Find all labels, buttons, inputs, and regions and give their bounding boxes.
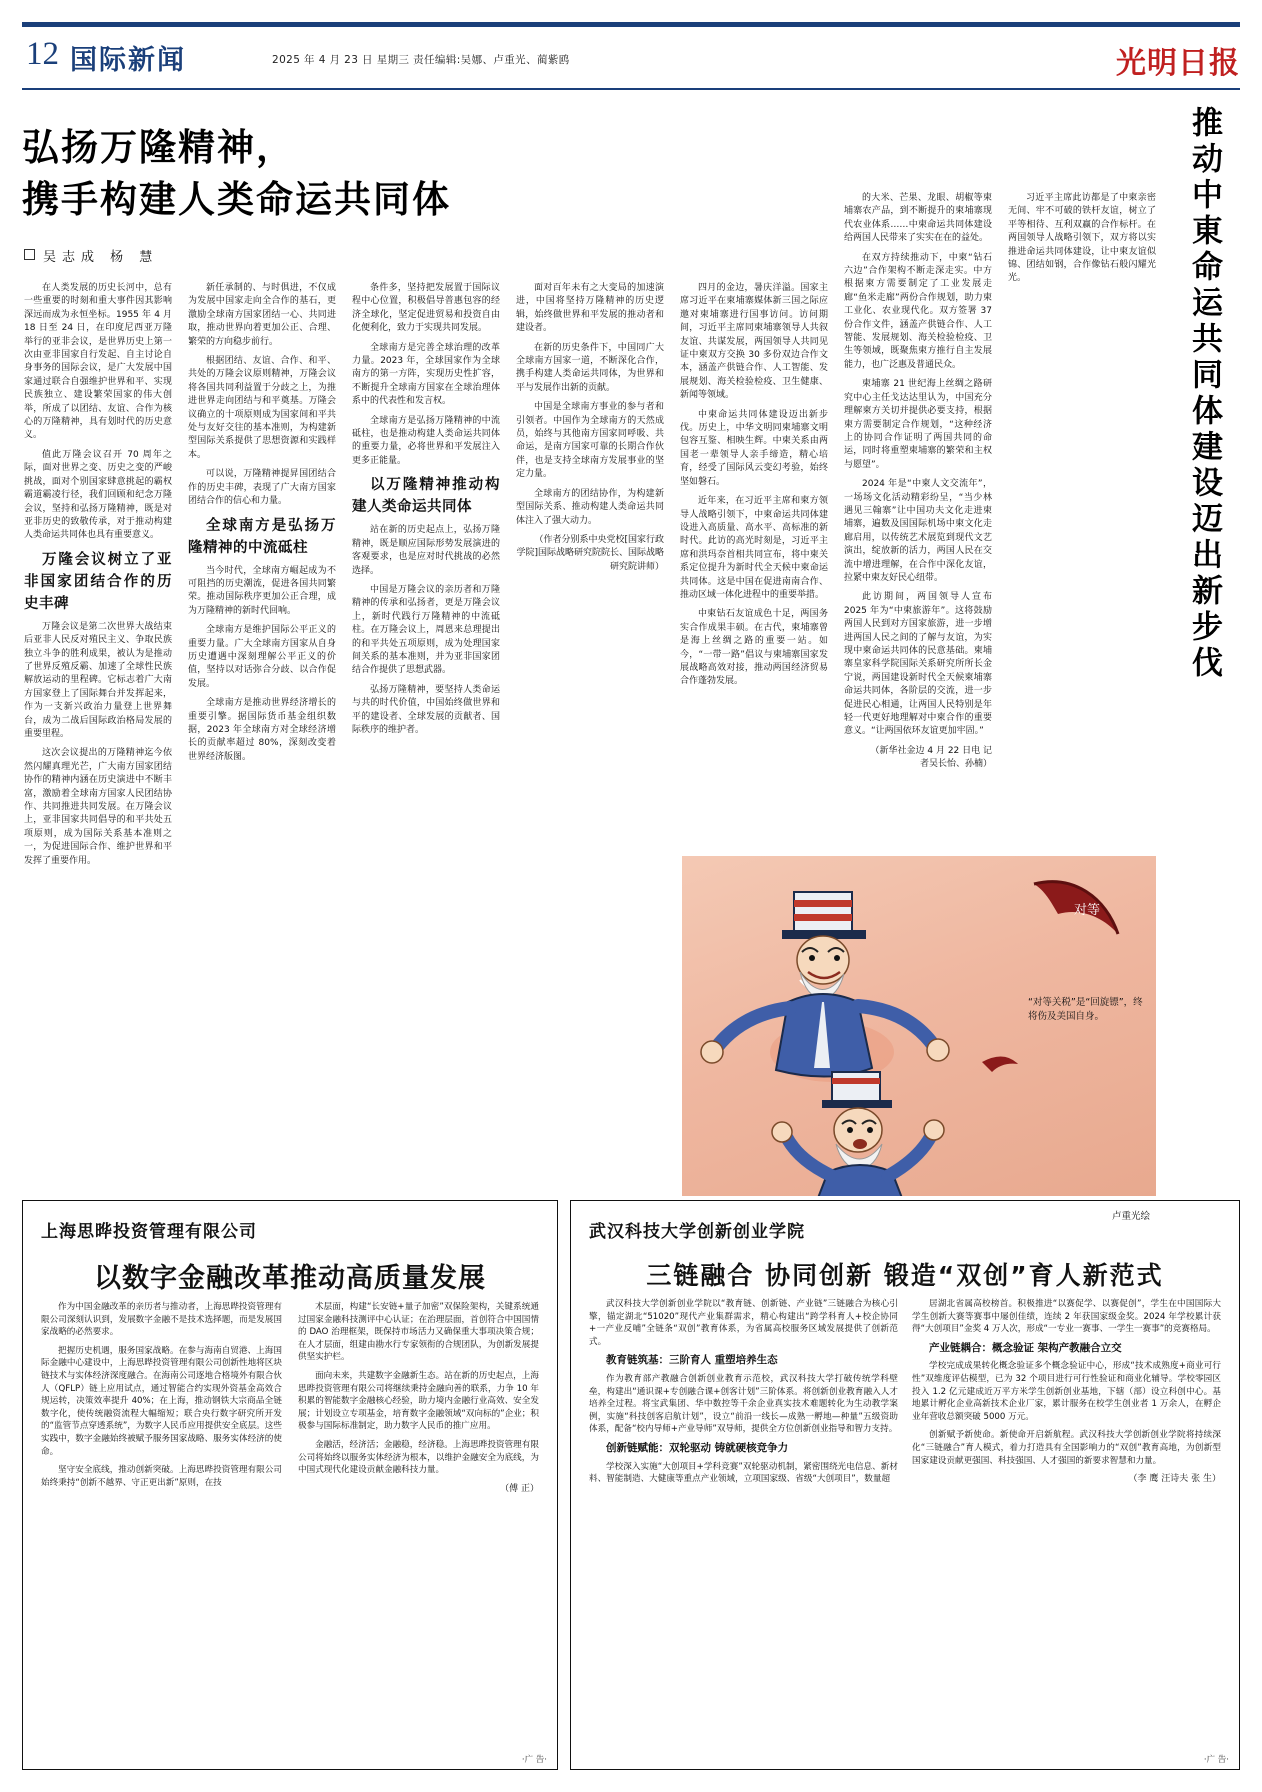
advertisement-area	[22, 1200, 1240, 1770]
paragraph: 全球南方是完善全球治理的改革力量。2023 年，全球国家作为全球南方的第一方阵，实现历史性扩容，不断提升全球南方国家在全球治理体系中的代表性和发言权。	[352, 342, 500, 407]
bullet-square-icon	[24, 249, 35, 260]
ad-organization: 上海思晔投资管理有限公司	[41, 1222, 257, 1242]
article-column-1	[24, 282, 172, 874]
ad-column-right	[298, 1301, 539, 1501]
uncle-sam-figure-bottom	[772, 1072, 944, 1196]
newspaper-logo	[1064, 38, 1240, 81]
paragraph: 创新赋予新使命。新使命开启新航程。武汉科技大学创新创业学院将持续深化“三链融合”育人模式，着力打造具有全国影响力的“双创”教育高地，为创新型国家建设贡献更强国、科技强国、人才强国的新要求智慧和力量。	[912, 1430, 1221, 1466]
paragraph: 站在新的历史起点上，弘扬万隆精神，既是顺应国际形势发展演进的客观要求，也是应对时代挑战的必然选择。	[352, 525, 500, 576]
paragraph: 当今时代，全球南方崛起成为不可阻挡的历史潮流，促进各国共同繁荣。推动国际秩序更加公正合理，成为万隆精神的新时代回响。	[188, 565, 336, 616]
section-title: 国际新闻	[70, 45, 186, 76]
masthead-rule	[22, 88, 1240, 90]
ad-subheading: 创新链赋能：双轮驱动 铸就硬核竞争力	[606, 1441, 789, 1454]
ad-title: 三链融合 协同创新 锻造“双创”育人新范式	[646, 1261, 1164, 1290]
article-column-6	[844, 192, 992, 778]
advertisement-1	[22, 1200, 558, 1770]
paragraph: 近年来，在习近平主席和柬方领导人战略引领下，中柬命运共同体建设进入高质量、高水平、高标准的新时代。此访的高光时刻是，习近平主席和洪玛奈首相共同宣布，将中柬关系定位提升为新时代全天候中柬命运共同体。这是中国在促进南南合作、推动区域一体化进程中的重要举措。	[680, 496, 828, 600]
subheading: 全球南方是弘扬万隆精神的中流砥柱	[188, 517, 336, 556]
ad-footer-label: ·广 告·	[521, 1755, 547, 1765]
paragraph: 值此万隆会议召开 70 周年之际，面对世界之变、历史之变的严峻挑战，面对个别国家肆意挑起的霸权霸道霸凌行径，我们回顾和纪念万隆会议，坚持和弘扬万隆精神，既是对亚非历史的致敬传承，对于推动构建人类命运共同体也具有重要意义。	[24, 449, 172, 541]
svg-text:对等: 对等	[1074, 903, 1101, 918]
headline-line-1: 弘扬万隆精神，	[22, 126, 295, 169]
article-column-3	[352, 282, 500, 743]
paragraph: 全球南方是弘扬万隆精神的中流砥柱，也是推动构建人类命运共同体的重要力量，必将世界和平发展注入更多正能量。	[352, 415, 500, 466]
byline	[24, 246, 158, 265]
headline-line-2: 携手构建人类命运共同体	[22, 178, 451, 221]
paragraph: 在人类发展的历史长河中，总有一些重要的时刻和重大事件因其影响深远而成为永恒坐标。1955 年 4 月 18 日至 24 日，在印度尼西亚万隆举行的亚非会议，是世界历史上第一次由亚非国家自行发起、自主讨论自身事务的国际会议，是广大发展中国家通过联合自强维护世界和平、实现民族独立、建设繁荣国家的伟大创举，所成了以团结、友谊、合作为核心的万隆精神，具有划时代的历史意义。	[24, 283, 172, 441]
paragraph: 四月的金边，暑庆洋溢。国家主席习近平在柬埔寨媒体新三国之际应邀对柬埔寨进行国事访问。访问期间，习近平主席同柬埔寨领导人共叙友谊、共谋发展，两国领导人共同见证中柬双方交换 30 多份双边合作文本，涵盖产供链合作、人工智能、发展规划、海关检验检疫、卫生健康、新闻等领域。	[680, 283, 828, 401]
page-title	[22, 122, 522, 226]
paragraph: 面向未来，共建数字金融新生态。站在新的历史起点，上海思晔投资管理有限公司将继续秉持金融向善的联系，力争 10 年积累的智能数字金融核心经验，助力境内金融行业高效、安全发展；计划设立专项基金，培育数字金融领域“双向标的”企业；积极参与国际标准制定，助力数字人民币的推广应用。	[298, 1370, 539, 1432]
advertisement-2	[570, 1200, 1240, 1770]
cartoon-credit: 卢重光绘	[1111, 1211, 1150, 1222]
cartoon-illustration	[682, 856, 1156, 1196]
byline-text: 吴志成 杨 慧	[43, 250, 159, 265]
paragraph: 柬埔寨 21 世纪海上丝绸之路研究中心主任戈达达里认为，中国充分理解柬方关切并提供必要支持，根据柬方需要制定合作规划，“这种经济上的协同合作证明了两国共同的命运，同时将重塑柬埔寨的繁荣和主权与愿望”。	[844, 379, 992, 470]
ad-column-2	[912, 1298, 1221, 1492]
ad-subheading: 产业链耦合：概念验证 架构产教融合立交	[929, 1341, 1122, 1354]
uncle-sam-figure-top	[701, 892, 949, 1082]
paragraph: 武汉科技大学创新创业学院以“教育链、创新链、产业链”三链融合为核心引擎，锚定湖北“51020”现代产业集群需求，精心构建出“跨学科育人+校企协同+一产业反哺”全链条“双创”教育体系，为省属高校服务区域发展提供了创新范式。	[589, 1299, 898, 1347]
paragraph: 2024 年是“中柬人文交流年”，一场场文化活动精彩纷呈，“当少林遇见三翰寨”让中国功夫文化走进柬埔寨，遍数及国国际机场中柬文化走廊启用，以传统艺术展览到现代文艺演出，绽放新的活力，两国人民在交流中增进理解，在合作中深化友谊，拉紧中柬友好民心纽带。	[844, 479, 992, 583]
editorial-cartoon	[682, 856, 1156, 1236]
paragraph: 中柬钻石友谊成色十足，两国务实合作成果丰硕。在古代，柬埔寨曾是海上丝绸之路的重要一站。如今，“一带一路”倡议与柬埔寨国家发展战略高效对接，推动两国经济贸易合作蓬勃发展。	[680, 609, 828, 687]
article-column-4	[516, 282, 664, 580]
paragraph: 居湖北省属高校榜首。积极推进“以赛促学、以赛促创”，学生在中国国际大学生创新大赛等赛事中屡创佳绩，连续 2 年获国家级金奖。2024 年学校累计获得“大创项目”金奖 4 万人次，形成“一专业一赛事、一学生一赛事”的竞赛格局。	[912, 1299, 1221, 1335]
paragraph: 中柬命运共同体建设迈出新步伐。历史上，中华文明同柬埔寨文明包容互鉴、相映生辉。中柬关系由两国老一辈领导人亲手缔造，精心培育，经受了国际风云变幻考验，始终坚如磐石。	[680, 409, 828, 487]
paragraph: 坚守安全底线，推动创新突破。上海思晔投资管理有限公司始终秉持“创新不越界、守正更出新”原则，在技	[41, 1465, 282, 1488]
page-number: 12	[26, 36, 59, 72]
author-note: （作者分别系中央党校[国家行政学院]国际战略研究院院长、国际战略研究院讲师）	[516, 534, 664, 572]
small-boomerang-icon	[982, 1056, 1018, 1072]
paragraph: 的大米、芒果、龙眼、胡椒等柬埔寨农产品，到不断提升的柬埔寨现代农业体系……中柬命运共同体建设给两国人民带来了实实在在的益处。	[844, 193, 992, 244]
ad-column-left	[41, 1301, 282, 1501]
paragraph: 术层面，构建“长安链+量子加密”双保险架构，关键系统通过国家金融科技测评中心认证；在治理层面，首创符合中国国情的 DAO 治理框架，既保持市场活力又确保重大事项决策合规；在人才层面，组建由勘水行专家领衔的合规团队，为创新发展提供坚实护栏。	[298, 1302, 539, 1363]
paragraph: 全球南方是维护国际公平正义的重要力量。广大全球南方国家从自身历史遭遇中深刻理解公平正义的价值，坚持以对话弥合分歧、以合作促发展。	[188, 625, 336, 689]
paragraph: 金融活，经济活；金融稳，经济稳。上海思晔投资管理有限公司将始终以服务实体经济为根本，以维护金融安全为底线，为中国式现代化建设贡献金融科技力量。	[298, 1439, 539, 1476]
paragraph: 可以说，万隆精神提昇国团结合作的历史丰碑，表现了广大南方国家团结合作的信心和力量。	[188, 469, 336, 507]
paragraph: 条件多，坚持把发展置于国际议程中心位置，积极倡导普惠包容的经济全球化，坚定促进贸易和投资自由化便利化，致力于实现共同发展。	[352, 283, 500, 334]
ad-subheading: 教育链筑基：三阶育人 重塑培养生态	[606, 1354, 778, 1367]
paragraph: 此访期间，两国领导人宣布 2025 年为“中柬旅游年”。这将鼓励两国人民到对方国家旅游，进一步增进两国人民之间的了解与友谊，为实现中柬命运共同体的民意基础。柬埔寨皇家科学院国际关系研究所所长金宁说，两国建设新时代全天候柬埔寨命运共同体，各阶层的交流，进一步促进民心相通，让两国人民特别是年轻一代更好地理解对中柬合作的重要意义。“让两国依环友谊更加牢固。”	[844, 592, 992, 737]
paragraph: 作为教育部产教融合创新创业教育示范校，武汉科技大学打破传统学科壁垒，构建出“通识课+专创融合课+创客计划”三阶体系。将创新创业教育融入人才培养全过程。将宝武集团、华中数控等千余企业真实技术难题转化为生动教学案例，实施“科技创客启航计划”，设立“前沿一线长—成熟一孵地—种量”五级资助体系，配备“校内导师+产业导师”双导师，提供全方位创新创业指导和智力支持。	[589, 1373, 898, 1435]
paragraph: 把握历史机遇，服务国家战略。在参与海南自贸港、上海国际金融中心建设中，上海思晔投资管理有限公司创新性地将区块链技术与实体经济深度融合。在海南公司逐地合格境外有限合伙人（QFLP）链上应用试点，通过智能合约实现外资基金高效合规运转，决策效率提升 40%；在上海，推动钢铁大宗商品全链数字化，使传统融资流程大幅缩短；联合央行数字研究所开发的“监管节点穿透系统”，为数字人民币应用提供安全底层。这些实践中，数字金融始终被赋予服务国家战略、服务实体经济的使命。	[41, 1345, 282, 1457]
issue-meta: 2025 年 4 月 23 日 星期三 责任编辑:吴娜、卢重光、蔺紫鸥	[272, 54, 570, 66]
paragraph: 在双方持续推动下，中柬“钻石六边”合作架构不断走深走实。中方根据柬方需要制定了工业发展走廊“鱼米走廊”两份合作规划，助力柬工业化、农业现代化。双方签署 37 份合作文件，涵盖产供链合作、人工智能、发展规划、海关检验检疫、卫生等领域，既聚焦柬方推行自主发展能力，也广泛惠及普通民众。	[844, 252, 992, 370]
paragraph: 面对百年未有之大变局的加速演进，中国将坚持万隆精神的历史逻辑，始终做世界和平发展的推动者和建设者。	[516, 283, 664, 334]
paragraph: 习近平主席此访都是了中柬亲密无间、牢不可破的铁杆友谊，树立了平等相待、互利双赢的合作标杆。在两国领导人战略引领下，双方将以实推进命运共同体建设，让中柬友谊似锦、团结如钢，合作像钻石般闪耀光光。	[1008, 193, 1156, 284]
ad-footer-label: ·广 告·	[1203, 1755, 1229, 1765]
boomerang-icon	[1034, 882, 1118, 934]
top-rule	[22, 22, 1240, 27]
paragraph: 根据团结、友谊、合作、和平、共处的万隆会议原则精神，万隆会议将各国共同利益置于分歧之上，为推进世界走向团结与和平奠基。万隆会议确立的十项原则成为国家间和平共处与友好交往的基本准则，为构建新型国际关系提供了思想资源和实践样本。	[188, 356, 336, 460]
paragraph: 万隆会议是第二次世界大战结束后亚非人民反对殖民主义、争取民族独立斗争的胜利成果，被认为是推动了世界反殖反霸、加速了全球性民族解放运动的里程碑。它标志着广大南方国家登上了国际舞台并发挥起来，作为一支新兴政治力量登上世界舞台，成为二战后国际政治格局发展的重要里程。	[24, 621, 172, 739]
paragraph: 新任承制的、与时俱进，不仅成为发展中国家走向全合作的基石，更激励全球南方国家团结一心、共同进取，推动世界向着更加公正、合理、繁荣的方向稳步前行。	[188, 283, 336, 347]
article-column-2	[188, 282, 336, 770]
main-article-area	[22, 96, 1240, 1222]
ad-organization: 武汉科技大学创新创业学院	[589, 1222, 805, 1242]
article-column-7	[1008, 192, 1156, 292]
paragraph: 中国是万隆会议的亲历者和万隆精神的传承和弘扬者，更是万隆会议上，新时代践行万隆精神的中流砥柱。在万隆会议上，周恩来总理提出的和平共处五项原则，成为处理国家间关系的基本准则，并为亚非国家团结合作提供了思想武器。	[352, 584, 500, 676]
paragraph: 弘扬万隆精神，要坚持人类命运与共的时代价值，中国始终做世界和平的建设者、全球发展的贡献者、国际秩序的维护者。	[352, 684, 500, 735]
article-column-5	[680, 282, 828, 695]
subheading: 万隆会议树立了亚非国家团结合作的历史丰碑	[24, 551, 172, 612]
ad-column-1	[589, 1298, 898, 1492]
paragraph: 作为中国金融改革的亲历者与推动者，上海思晔投资管理有限公司深刻认识到，发展数字金融不是技术选择题，而是发展国家战略的必然要求。	[41, 1302, 282, 1338]
newspaper-logo-text: 光明日报	[1116, 46, 1240, 81]
paragraph: 学校完成成果转化概念验证多个概念验证中心，形成“技术成熟度+商业可行性”双维度评估模型，已为 32 个项目进行可行性验证和商业化辅导。学校零园区投入 1.2 亿元建成近万平方米学生创新创业基地，下辖（部）设立科创中心。基地累计孵化企业高新技术企业厂家，累计服务在校学生创业者 1 万余人，在孵企业年营收总额突破 5000 万元。	[912, 1361, 1221, 1422]
vertical-headline	[1168, 106, 1240, 866]
ad-signature: （傅 正）	[500, 1483, 539, 1494]
paragraph: 中国是全球南方事业的参与者和引领者。中国作为全球南方的天然成员，始终与其他南方国家同呼吸、共命运，是南方国家可靠的长期合作伙伴，也是支持全球南方发展事业的坚定力量。	[516, 402, 664, 480]
vertical-headline-text: 推动中東命运共同体建设迈出新步伐	[1186, 106, 1222, 682]
paragraph: 全球南方的团结协作，为构建新型国际关系、推动构建人类命运共同体注入了强大动力。	[516, 488, 664, 526]
news-agency-credit: （新华社金边 4 月 22 日电 记者吴长怡、孙楠）	[870, 745, 992, 770]
subheading: 以万隆精神推动构建人类命运共同体	[352, 477, 500, 516]
paragraph: 全球南方是推动世界经济增长的重要引擎。据国际货币基金组织数据，2023 年全球南方对全球经济增长的贡献率超过 80%，深刻改变着世界经济版图。	[188, 698, 336, 762]
masthead	[22, 36, 1240, 84]
paragraph: 学校深入实施“大创项目+学科竞赛”双轮驱动机制，紧密围绕光电信息、新材料、智能制造、大健康等重点产业领域，立项国家级、省级“大创项目”，数量超	[589, 1461, 898, 1485]
ad-title: 以数字金融改革推动高质量发展	[94, 1263, 486, 1294]
paragraph: 这次会议提出的万隆精神迄今依然闪耀真理光芒，广大南方国家团结协作的精神内涵在历史演进中不断丰富，激励着全球南方国家人民团结协作、共同推进共同发展。在万隆会议上，亚非国家共同倡导的和平共处五项原则，成为国际关系基本准则之一，为促进国际合作、维护世界和平发挥了重要作用。	[24, 748, 172, 866]
cartoon-caption: “对等关税”是“回旋镖”，终将伤及美国自身。	[1028, 997, 1143, 1022]
paragraph: 在新的历史条件下，中国同广大全球南方国家一道，不断深化合作，携手构建人类命运共同体，为世界和平与发展作出新的贡献。	[516, 342, 664, 393]
ad-signature: （李 鹰 汪诗夫 张 生）	[1128, 1474, 1221, 1485]
